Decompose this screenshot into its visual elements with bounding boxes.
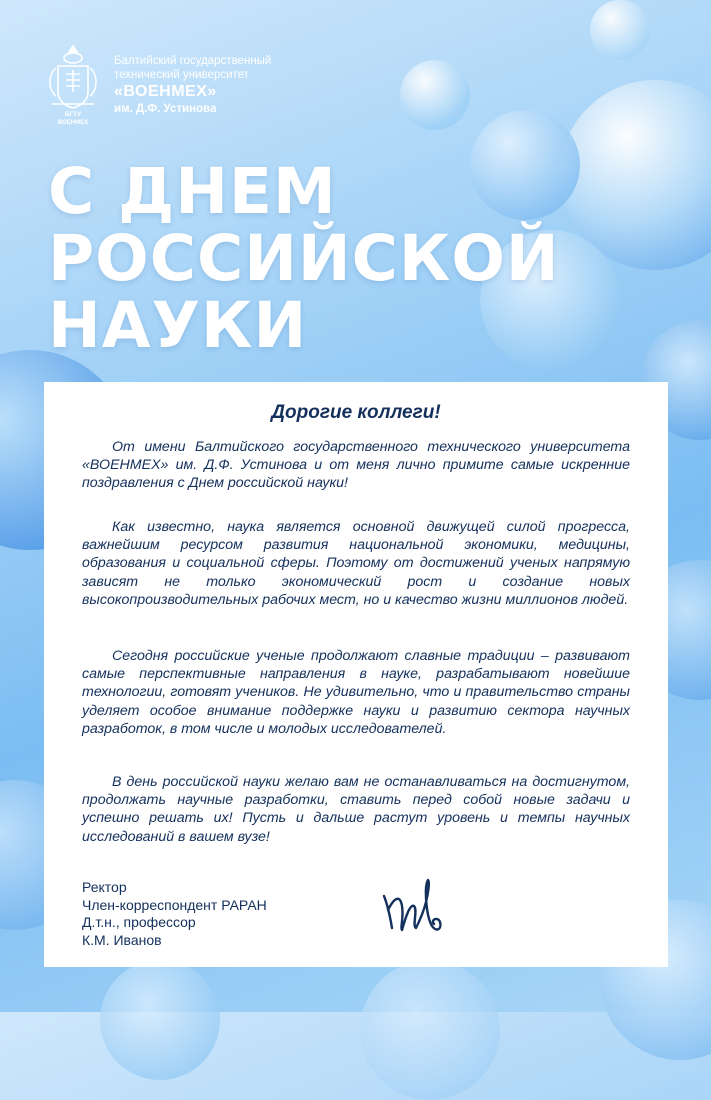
signatory-degree: Д.т.н., профессор <box>82 914 196 930</box>
university-line-2: технический университет <box>114 69 249 81</box>
university-brand: «ВОЕНМЕХ» <box>114 83 217 100</box>
university-header <box>44 44 664 128</box>
handwritten-signature-icon <box>380 876 464 944</box>
signatory-position: Ректор <box>82 879 127 895</box>
bubble <box>100 960 220 1080</box>
title-line-2: РОССИЙСКОЙ <box>48 222 560 295</box>
signatory-title: Член-корреспондент РАРАН <box>82 896 267 913</box>
signatory-block <box>82 879 267 949</box>
university-named-after: им. Д.Ф. Устинова <box>114 103 217 115</box>
signatory-name: К.М. Иванов <box>82 931 162 948</box>
university-line-1: Балтийский государственный <box>114 55 272 67</box>
letter-paragraph-3: Сегодня российские ученые продолжают славные традиции – развивают самые перспективные направления в науке, разрабатывают новейшие технологии, готовят учеников. Не удивительно, что и правительство страны уделяет особое внимание поддержке науки и развитию сектора научных разработок, в том числе и молодых исследователей. <box>82 648 630 737</box>
university-name <box>114 54 271 116</box>
title-line-1: С ДНЕМ <box>48 155 337 228</box>
letter-paragraph-4: В день российской науки желаю вам не останавливаться на достигнутом, продолжать научные разработки, ставить перед собой новые задачи и успешно решать их! Пусть и дальше растут уровень и темпы научных исследований в вашем вузе! <box>82 774 630 845</box>
letter-paragraph-2: Как известно, наука является основной движущей силой прогресса, важнейшим ресурсом развития национальной экономики, медицины, образования и социальной сферы. Поэтому от достижений ученых напрямую зависят не только экономический рост и создание новых высокопроизводительных рабочих мест, но и качество жизни миллионов людей. <box>82 519 630 608</box>
title-line-3: НАУКИ <box>48 289 308 362</box>
letter-paragraph-1: От имени Балтийского государственного технического университета «ВОЕНМЕХ» им. Д.Ф. Устинова и от меня лично примите самые искренние поздравления с Днем российской науки! <box>82 439 630 492</box>
letter-greeting: Дорогие коллеги! <box>271 402 441 423</box>
emblem-text-bottom: ВОЕНМЕХ <box>57 120 89 126</box>
letter-card <box>44 382 668 967</box>
page-title <box>48 155 560 362</box>
bubble <box>360 960 500 1100</box>
emblem-text-top: БГТУ <box>64 111 82 118</box>
university-crest-emblem-icon <box>44 44 102 126</box>
